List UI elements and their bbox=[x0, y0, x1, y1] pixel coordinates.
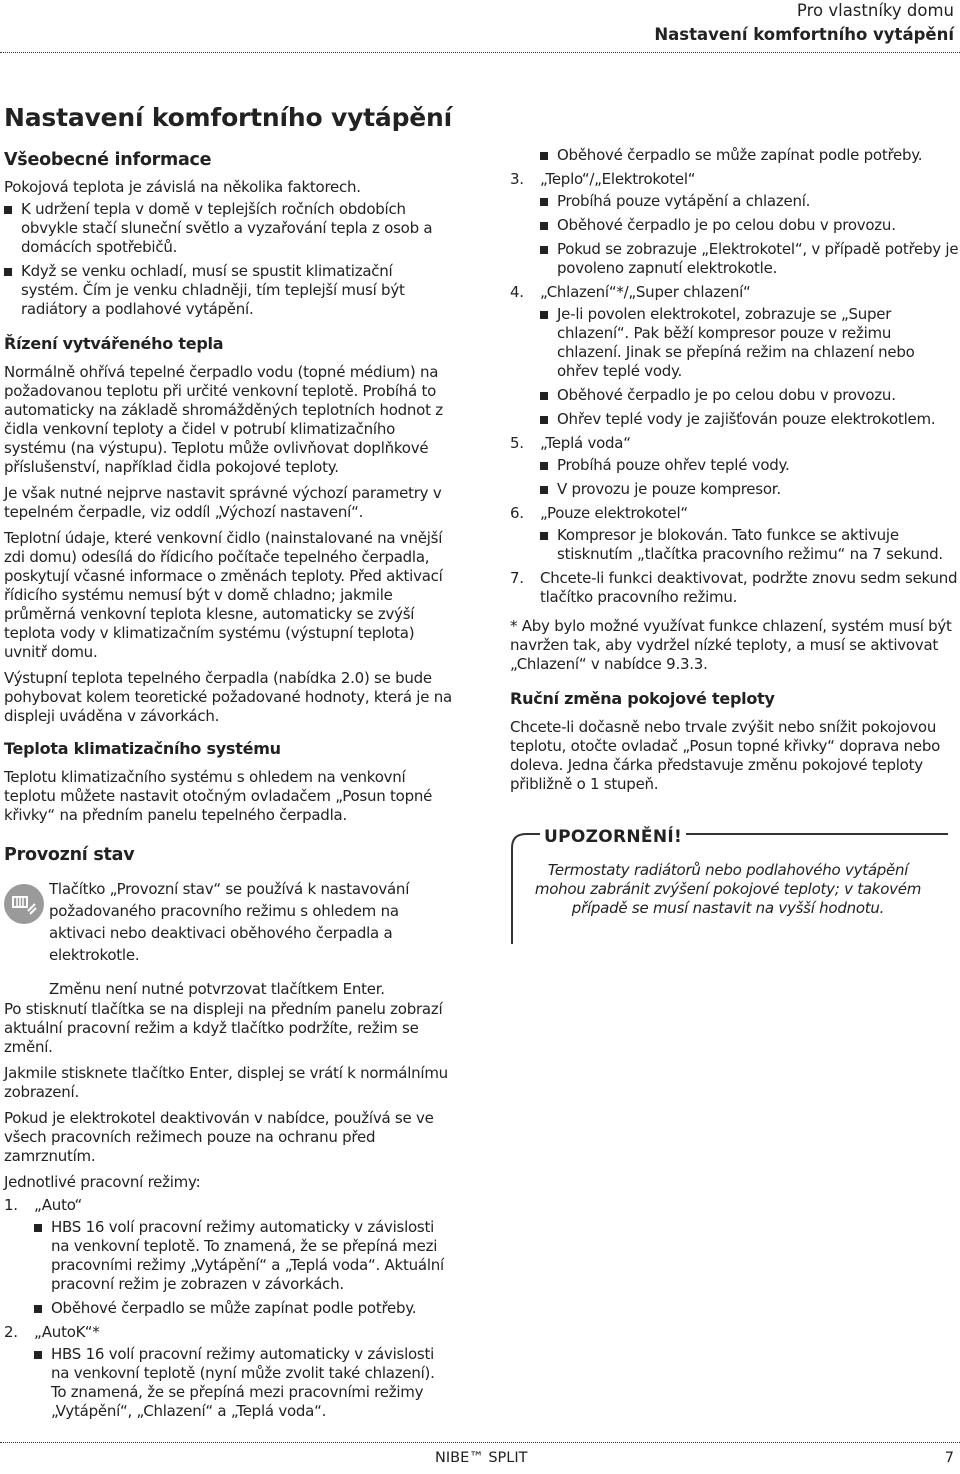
mode-bullet: Pokud se zobrazuje „Elektrokotel“, v případě potřeby je povoleno zapnutí elektrokotle. bbox=[540, 240, 960, 278]
mode-item: 2. „AutoK“* bbox=[4, 1323, 100, 1341]
mode-bullet: Probíhá pouze ohřev teplé vody. bbox=[540, 456, 960, 475]
left-column-lower bbox=[4, 1000, 454, 1426]
warning-title: UPOZORNĚNÍ! bbox=[540, 827, 686, 847]
mode-item: 3. „Teplo“/„Elektrokotel“ bbox=[510, 170, 696, 188]
operation-heading: Provozní stav bbox=[4, 845, 135, 865]
operation-icon-text bbox=[49, 878, 459, 1007]
bullet-square-icon bbox=[540, 462, 548, 470]
climate-heading: Teplota klimatizačního systému bbox=[4, 739, 281, 758]
mode-bullet: V provozu je pouze kompresor. bbox=[540, 480, 960, 499]
general-heading: Všeobecné informace bbox=[4, 150, 212, 170]
manual-paragraph: Chcete-li dočasně nebo trvale zvýšit nebo snížit pokojovou teplotu, otočte ovladač „Posun topné křivky“ doprava nebo doleva. Jedna čárka představuje změnu pokojové teploty přibližně o 1 stupeň. bbox=[510, 718, 941, 793]
heat-heading: Řízení vytvářeného tepla bbox=[4, 334, 224, 353]
operation-paragraph: Po stisknutí tlačítka se na displeji na předním panelu zobrazí aktuální pracovní režim a když tlačítko podržíte, režim se změní. bbox=[4, 1000, 443, 1056]
bullet-square-icon bbox=[4, 268, 12, 276]
general-bullet: Když se venku ochladí, musí se spustit klimatizační systém. Čím je venku chladněji, tím teplejší musí být radiátory a podlahové vytápění. bbox=[4, 262, 454, 319]
bullet-square-icon bbox=[540, 222, 548, 230]
header-section: Pro vlastníky domu bbox=[796, 1, 954, 20]
bullet-square-icon bbox=[34, 1305, 42, 1313]
bullet-square-icon bbox=[34, 1351, 42, 1359]
heat-paragraph: Výstupní teplota tepelného čerpadla (nabídka 2.0) se bude pohybovat kolem teoretické požadované hodnoty, která je na displeji uváděna v závorkách. bbox=[4, 669, 452, 725]
bullet-square-icon bbox=[540, 311, 548, 319]
bullet-square-icon bbox=[540, 486, 548, 494]
mode-bullet: Oběhové čerpadlo se může zapínat podle potřeby. bbox=[34, 1299, 454, 1318]
mode-item: 7. Chcete-li funkci deaktivovat, podržte znovu sedm sekund tlačítko pracovního režimu. bbox=[510, 569, 958, 606]
bullet-square-icon bbox=[540, 532, 548, 540]
mode-bullet: Kompresor je blokován. Tato funkce se aktivuje stisknutím „tlačítka pracovního režimu“ na 7 sekund. bbox=[540, 526, 960, 564]
operation-paragraph: Jakmile stisknete tlačítko Enter, displej se vrátí k normálnímu zobrazení. bbox=[4, 1064, 448, 1101]
header-divider bbox=[0, 52, 960, 53]
page-number: 7 bbox=[944, 1450, 954, 1466]
mode-bullet: Je-li povolen elektrokotel, zobrazuje se „Super chlazení“. Pak běží kompresor pouze v režimu chlazení. Jinak se přepíná režim na chlazení nebo ohřev teplé vody. bbox=[540, 305, 960, 381]
mode-bullet: Probíhá pouze vytápění a chlazení. bbox=[540, 192, 960, 211]
mode-bullet: HBS 16 volí pracovní režimy automaticky v závislosti na venkovní teplotě (nyní může zvolit také chlazení). To znamená, že se přepíná mezi pracovními režimy „Vytápění“, „Chlazení“ a „Teplá voda“. bbox=[34, 1345, 454, 1421]
general-intro: Pokojová teplota je závislá na několika faktorech. bbox=[4, 178, 361, 196]
footer-brand: NIBE™ SPLIT bbox=[435, 1450, 528, 1466]
radiator-icon bbox=[9, 889, 39, 919]
mode-item: 1. „Auto“ bbox=[4, 1196, 83, 1214]
page-title: Nastavení komfortního vytápění bbox=[4, 103, 453, 132]
bullet-square-icon bbox=[540, 392, 548, 400]
manual-heading: Ruční změna pokojové teploty bbox=[510, 689, 775, 708]
mode-bullet: Oběhové čerpadlo je po celou dobu v provozu. bbox=[540, 386, 960, 405]
mode-bullet: Oběhové čerpadlo se může zapínat podle potřeby. bbox=[540, 146, 960, 165]
mode-bullet: HBS 16 volí pracovní režimy automaticky v závislosti na venkovní teplotě. To znamená, že se přepíná mezi pracovními režimy „Vytápění“ a „Teplá voda“. Aktuální pracovní režim je zobrazen v závorkách. bbox=[34, 1218, 454, 1294]
mode-bullet: Ohřev teplé vody je zajišťován pouze elektrokotlem. bbox=[540, 410, 960, 429]
heat-paragraph: Normálně ohřívá tepelné čerpadlo vodu (topné médium) na požadovanou teplotu při určité venkovní teplotě. Probíhá to automaticky na základě shromážděných teplotních hodnot z čidla venkovní teploty a čidel v potrubí klimatizačního systému (na výstupu). Teplotu může ovlivňovat doplňkové příslušenství, například čidla pokojové teploty. bbox=[4, 363, 443, 476]
bullet-square-icon bbox=[540, 198, 548, 206]
warning-text: Termostaty radiátorů nebo podlahového vytápění mohou zabránit zvýšení pokojové teploty; v takovém případě se musí nastavit na vyšší hodnotu. bbox=[534, 861, 922, 917]
right-column bbox=[510, 146, 960, 801]
bullet-square-icon bbox=[34, 1224, 42, 1232]
footnote: * Aby bylo možné využívat funkce chlazení, systém musí být navržen tak, aby vydržel nízké teploty, a musí se aktivovat „Chlazení“ v nabídce 9.3.3. bbox=[510, 617, 952, 673]
mode-item: 5. „Teplá voda“ bbox=[510, 434, 631, 452]
bullet-square-icon bbox=[540, 246, 548, 254]
operation-paragraph: Jednotlivé pracovní režimy: bbox=[4, 1173, 201, 1191]
bullet-square-icon bbox=[540, 416, 548, 424]
mode-bullet: Oběhové čerpadlo je po celou dobu v provozu. bbox=[540, 216, 960, 235]
left-column bbox=[4, 148, 454, 873]
general-bullet: K udržení tepla v domě v teplejších ročních obdobích obvykle stačí sluneční světlo a vyzařování tepla z osob a domácích spotřebičů. bbox=[4, 200, 454, 257]
bullet-square-icon bbox=[4, 206, 12, 214]
icon-text-2: Změnu není nutné potvrzovat tlačítkem Enter. bbox=[49, 980, 385, 998]
operation-paragraph: Pokud je elektrokotel deaktivován v nabídce, používá se ve všech pracovních režimech pouze na ochranu před zamrznutím. bbox=[4, 1109, 434, 1165]
heat-paragraph: Je však nutné nejprve nastavit správné výchozí parametry v tepelném čerpadle, viz oddíl „Výchozí nastavení“. bbox=[4, 484, 442, 521]
footer-divider bbox=[0, 1442, 960, 1443]
bullet-square-icon bbox=[540, 152, 548, 160]
mode-item: 6. „Pouze elektrokotel“ bbox=[510, 504, 688, 522]
heat-paragraph: Teplotní údaje, které venkovní čidlo (nainstalované na vnější zdi domu) odesílá do řídicího počítače tepelného čerpadla, poskytují včasné informace o změnách teploty. Před aktivací řídicího systému nemusí být v domě chladno; jakmile průměrná venkovní teplota klesne, automaticky se zvýší teplota vody v klimatizačním systému (výstupní teplota) uvnitř domu. bbox=[4, 529, 443, 661]
climate-paragraph: Teplotu klimatizačního systému s ohledem na venkovní teplotu můžete nastavit otočným ovladačem „Posun topné křivky“ na předním panelu tepelného čerpadla. bbox=[4, 768, 433, 824]
icon-text-1: Tlačítko „Provozní stav“ se používá k nastavování požadovaného pracovního režimu s ohledem na aktivaci nebo deaktivaci oběhového čerpadla a elektrokotle. bbox=[49, 880, 410, 964]
operating-mode-icon bbox=[4, 884, 44, 924]
header-title: Nastavení komfortního vytápění bbox=[654, 25, 954, 44]
mode-item: 4. „Chlazení“*/„Super chlazení“ bbox=[510, 283, 751, 301]
